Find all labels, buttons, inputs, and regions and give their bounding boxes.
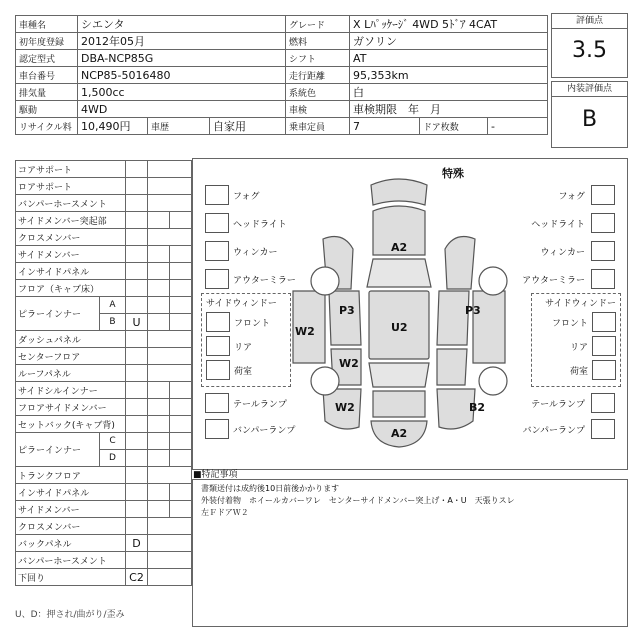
left-fog-label: フォグ [233, 192, 260, 202]
spec-cell: シフト [286, 50, 350, 67]
right-bumper-lamp-label: バンパーランプ [522, 426, 585, 436]
parts-row [16, 416, 192, 433]
part-value [148, 314, 170, 331]
parts-row [16, 348, 192, 365]
parts-row [16, 229, 192, 246]
part-value [148, 178, 192, 195]
notes-box [192, 479, 628, 627]
left-side-front-checkbox[interactable] [206, 312, 230, 332]
part-value [148, 484, 170, 501]
spec-cell: AT [350, 50, 548, 67]
parts-row [16, 331, 192, 348]
part-label: 下回り [16, 569, 126, 586]
part-value [126, 297, 148, 314]
parts-row [16, 365, 192, 382]
part-value [126, 467, 148, 484]
part-value [148, 161, 192, 178]
diagram-title: 特殊 [442, 167, 464, 180]
car-rear-window [369, 363, 429, 387]
part-label: ルーフパネル [16, 365, 126, 382]
spec-cell: 自家用 [210, 118, 286, 135]
part-value [148, 348, 192, 365]
parts-row [16, 212, 192, 229]
spec-cell: 認定型式 [16, 50, 78, 67]
wheel-front-left [311, 267, 339, 295]
part-value [148, 569, 192, 586]
overall-score-box [551, 13, 628, 78]
part-value [170, 297, 192, 314]
parts-row [16, 433, 192, 450]
part-value [148, 297, 170, 314]
part-label: フロアサイドメンバー [16, 399, 126, 416]
parts-row [16, 280, 192, 297]
parts-row [16, 552, 192, 569]
part-value [126, 518, 148, 535]
spec-cell: 乗車定員 [286, 118, 350, 135]
part-value [170, 399, 192, 416]
spec-cell: 燃料 [286, 33, 350, 50]
interior-score-label: 内装評価点 [552, 82, 627, 97]
mark-right-front-door: P3 [465, 304, 481, 317]
part-value [126, 178, 148, 195]
right-side-rear-label: リア [569, 343, 588, 353]
spec-cell: グレード [286, 16, 350, 33]
spec-cell: 走行距離 [286, 67, 350, 84]
part-value [170, 382, 192, 399]
left-bumper-lamp-label: バンパーランプ [233, 426, 296, 436]
part-value [126, 212, 148, 229]
spec-cell: 初年度登録 [16, 33, 78, 50]
spec-cell: 7 [350, 118, 420, 135]
part-value [126, 450, 148, 467]
parts-row [16, 484, 192, 501]
mark-left-front-fender: W2 [295, 325, 315, 338]
spec-cell: 駆動 [16, 101, 78, 118]
part-value [148, 518, 192, 535]
right-winker-checkbox[interactable] [591, 241, 615, 261]
left-side-window-title: サイドウィンドー [206, 299, 277, 309]
car-windshield [367, 259, 431, 287]
part-value [170, 433, 192, 450]
part-value [170, 416, 192, 433]
left-headlight-checkbox[interactable] [205, 213, 229, 233]
mark-roof: U2 [391, 321, 408, 334]
spec-cell: - [488, 118, 548, 135]
car-rear-gate [373, 391, 425, 417]
right-side-front-checkbox[interactable] [592, 312, 616, 332]
part-value [126, 433, 148, 450]
part-value [126, 195, 148, 212]
parts-row [16, 178, 192, 195]
right-side-rear-checkbox[interactable] [592, 336, 616, 356]
part-label: サイドメンバー突起部 [16, 212, 126, 229]
car-right-front-door [437, 291, 469, 345]
part-value [126, 263, 148, 280]
parts-row [16, 535, 192, 552]
part-value [148, 467, 192, 484]
left-bumper-lamp-checkbox[interactable] [205, 419, 229, 439]
part-value [126, 348, 148, 365]
frame-parts-table [15, 160, 192, 586]
left-tail-lamp-label: テールランプ [233, 400, 287, 410]
spec-cell: リサイクル料 [16, 118, 78, 135]
part-value [126, 280, 148, 297]
parts-row [16, 246, 192, 263]
parts-row [16, 569, 192, 586]
spec-cell: 排気量 [16, 84, 78, 101]
vehicle-spec-table [15, 15, 548, 135]
spec-cell: ガソリン [350, 33, 548, 50]
part-value: U [126, 314, 148, 331]
left-side-cargo-label: 荷室 [234, 367, 253, 377]
right-outer-mirror-checkbox[interactable] [591, 269, 615, 289]
spec-cell: 1,500cc [78, 84, 286, 101]
parts-row [16, 467, 192, 484]
mark-right-quarter: B2 [469, 401, 486, 414]
spec-cell: 車種名 [16, 16, 78, 33]
mark-left-quarter: W2 [335, 401, 355, 414]
part-value [148, 365, 192, 382]
notes-line: 左ＦドアＷ２ [201, 508, 249, 517]
right-side-front-label: フロント [551, 319, 588, 329]
notes-line: 外装付着物 ホイールカバーワレ センターサイドメンバー突上げ・A・U 天張りスレ [201, 496, 515, 505]
spec-cell: 2012年05月 [78, 33, 286, 50]
interior-score-box [551, 81, 628, 148]
part-value [148, 246, 170, 263]
wheel-rear-left [311, 367, 339, 395]
right-fog-label: フォグ [558, 192, 585, 202]
part-value: C2 [126, 569, 148, 586]
spec-row [16, 101, 548, 118]
part-label: クロスメンバー [16, 518, 126, 535]
part-label: インサイドパネル [16, 263, 126, 280]
spec-cell: ドア枚数 [420, 118, 488, 135]
right-fog-checkbox[interactable] [591, 185, 615, 205]
parts-row [16, 382, 192, 399]
part-label: バンパーホースメント [16, 195, 126, 212]
spec-row [16, 33, 548, 50]
part-value [170, 212, 192, 229]
part-value [148, 212, 170, 229]
part-value [148, 501, 170, 518]
part-label: セットバック(キャブ背) [16, 416, 126, 433]
part-value [148, 450, 170, 467]
spec-cell: 10,490円 [78, 118, 148, 135]
interior-score-value: B [581, 107, 598, 132]
part-label: サイドメンバー [16, 501, 126, 518]
part-value [126, 331, 148, 348]
part-value [170, 246, 192, 263]
spec-row [16, 118, 548, 135]
spec-cell: DBA-NCP85G [78, 50, 286, 67]
left-side-rear-label: リア [234, 343, 253, 353]
right-tail-lamp-label: テールランプ [531, 400, 585, 410]
part-label: サイドシルインナー [16, 382, 126, 399]
wheel-rear-right [479, 367, 507, 395]
right-bumper-lamp-checkbox[interactable] [591, 419, 615, 439]
part-value [170, 450, 192, 467]
part-label: ピラーインナー [16, 297, 100, 331]
spec-row [16, 67, 548, 84]
part-value [148, 399, 170, 416]
part-label: サイドメンバー [16, 246, 126, 263]
part-value [148, 195, 192, 212]
car-front-panel [371, 179, 427, 205]
footnote: U、D：押され/曲がり/歪み [15, 610, 125, 620]
part-label: バンパーホースメント [16, 552, 126, 569]
part-value [148, 433, 170, 450]
part-label: センターフロア [16, 348, 126, 365]
mark-left-front-door: P3 [339, 304, 355, 317]
car-left-front-door [329, 291, 361, 345]
part-sublabel: D [100, 450, 126, 467]
part-value [126, 552, 148, 569]
part-value [170, 280, 192, 297]
part-value [148, 416, 170, 433]
spec-cell: 95,353km [350, 67, 548, 84]
part-label: ピラーインナー [16, 433, 100, 467]
right-winker-label: ウィンカー [540, 248, 585, 258]
part-value [170, 314, 192, 331]
part-value [126, 365, 148, 382]
part-sublabel: B [100, 314, 126, 331]
part-value [148, 382, 170, 399]
parts-row [16, 161, 192, 178]
left-side-window-group [201, 293, 291, 387]
part-value [126, 399, 148, 416]
parts-row [16, 501, 192, 518]
spec-row [16, 84, 548, 101]
left-fog-checkbox[interactable] [205, 185, 229, 205]
part-value [126, 416, 148, 433]
part-label: インサイドパネル [16, 484, 126, 501]
part-label: トランクフロア [16, 467, 126, 484]
part-value: D [126, 535, 148, 552]
left-side-front-label: フロント [234, 319, 271, 329]
car-right-rear-door [437, 349, 467, 385]
part-value [126, 246, 148, 263]
part-value [148, 280, 170, 297]
part-value [148, 535, 192, 552]
spec-cell: NCP85-5016480 [78, 67, 286, 84]
notes-heading: ■特記事項 [193, 470, 238, 480]
left-side-rear-checkbox[interactable] [206, 336, 230, 356]
spec-cell: シエンタ [78, 16, 286, 33]
right-headlight-checkbox[interactable] [591, 213, 615, 233]
left-winker-label: ウィンカー [233, 248, 278, 258]
part-label: クロスメンバー [16, 229, 126, 246]
parts-row [16, 518, 192, 535]
damage-diagram [192, 158, 628, 470]
part-value [126, 484, 148, 501]
spec-cell: 車台番号 [16, 67, 78, 84]
part-label: バックパネル [16, 535, 126, 552]
spec-cell: 車歴 [148, 118, 210, 135]
left-outer-mirror-label: アウターミラー [233, 276, 296, 286]
part-value [148, 263, 170, 280]
part-label: ロアサポート [16, 178, 126, 195]
spec-row [16, 16, 548, 33]
right-side-cargo-checkbox[interactable] [592, 360, 616, 380]
left-headlight-label: ヘッドライト [233, 220, 287, 230]
part-label: フロア（キャブ床） [16, 280, 126, 297]
spec-cell: X Lﾊﾟｯｹｰｼﾞ 4WD 5ﾄﾞｱ 4CAT [350, 16, 548, 33]
right-headlight-label: ヘッドライト [531, 220, 585, 230]
right-tail-lamp-checkbox[interactable] [591, 393, 615, 413]
left-outer-mirror-checkbox[interactable] [205, 269, 229, 289]
part-value [126, 501, 148, 518]
parts-row [16, 399, 192, 416]
part-label: コアサポート [16, 161, 126, 178]
car-right-side-strip [473, 291, 505, 363]
wheel-front-right [479, 267, 507, 295]
parts-row [16, 263, 192, 280]
part-sublabel: C [100, 433, 126, 450]
notes-line: 書類送付は成約後10日前後かかります [201, 484, 340, 493]
part-value [170, 501, 192, 518]
part-value [126, 229, 148, 246]
part-value [148, 331, 192, 348]
part-value [126, 161, 148, 178]
parts-row [16, 297, 192, 314]
part-sublabel: A [100, 297, 126, 314]
part-value [170, 263, 192, 280]
spec-cell: 4WD [78, 101, 286, 118]
car-right-front-fender [445, 237, 475, 289]
part-value [170, 484, 192, 501]
left-side-cargo-checkbox[interactable] [206, 360, 230, 380]
right-outer-mirror-label: アウターミラー [522, 276, 585, 286]
mark-hood: A2 [391, 241, 408, 254]
part-value [126, 382, 148, 399]
spec-cell: 車検期限 年 月 [350, 101, 548, 118]
parts-row [16, 195, 192, 212]
spec-cell: 系統色 [286, 84, 350, 101]
mark-left-rear-door: W2 [339, 357, 359, 370]
part-label: ダッシュパネル [16, 331, 126, 348]
overall-score-label: 評価点 [552, 14, 627, 29]
right-side-window-title: サイドウィンドー [545, 299, 616, 309]
right-side-window-group [531, 293, 621, 387]
spec-cell: 車検 [286, 101, 350, 118]
left-winker-checkbox[interactable] [205, 241, 229, 261]
spec-cell: 白 [350, 84, 548, 101]
part-value [148, 229, 192, 246]
spec-row [16, 50, 548, 67]
overall-score-value: 3.5 [572, 38, 607, 63]
right-side-cargo-label: 荷室 [569, 367, 588, 377]
mark-rear-bumper: A2 [391, 427, 408, 440]
left-tail-lamp-checkbox[interactable] [205, 393, 229, 413]
part-value [148, 552, 192, 569]
